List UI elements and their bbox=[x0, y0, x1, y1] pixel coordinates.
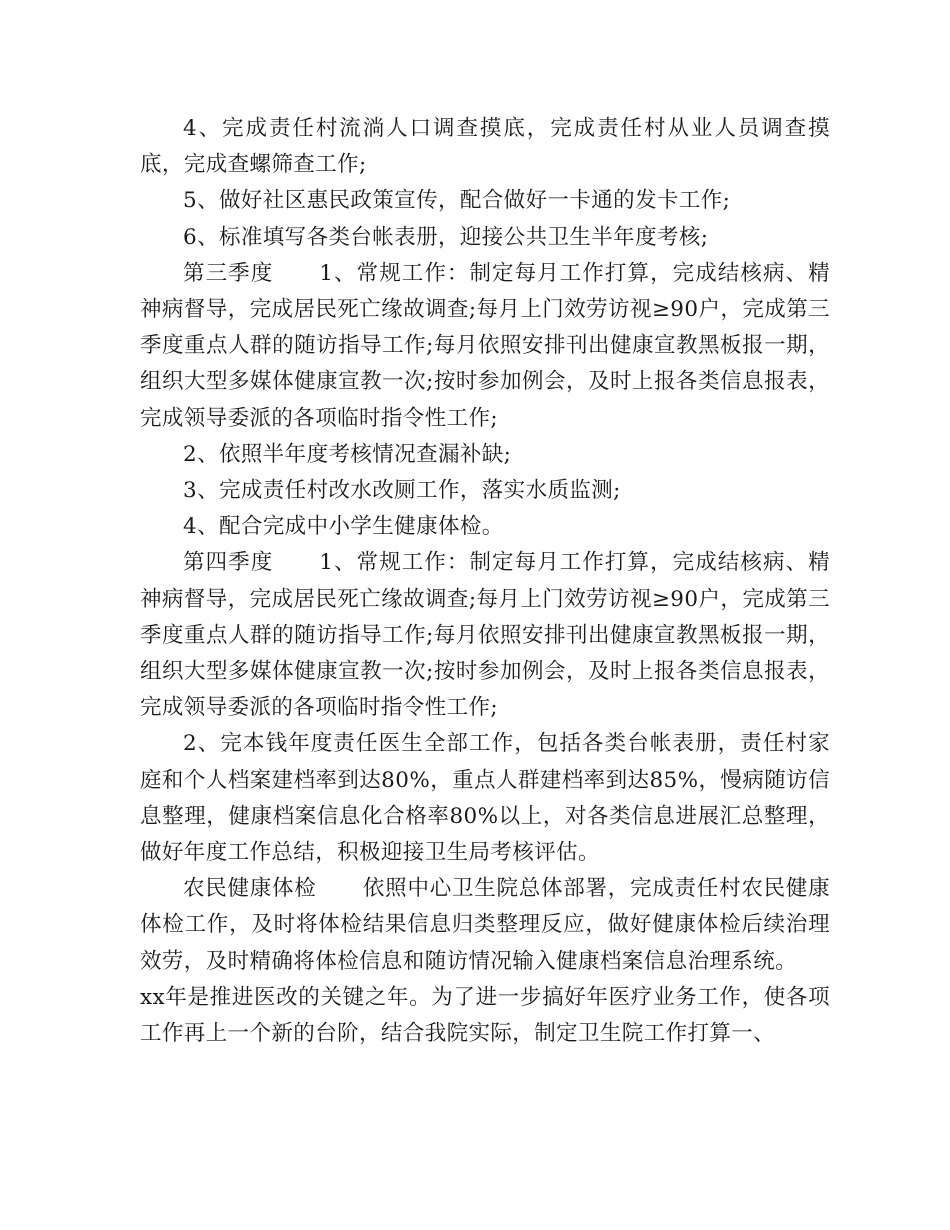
paragraph-closing bbox=[140, 980, 830, 1052]
paragraph-item-5 bbox=[140, 183, 830, 219]
section-label: 农民健康体检 bbox=[183, 876, 317, 902]
paragraph-third-4 bbox=[140, 509, 830, 545]
paragraph-text: 2、完本钱年度责任医生全部工作，包括各类台帐表册，责任村家庭和个人档案建档率到达80%，重点人群建档率到达85%，慢病随访信息整理，健康档案信息化合格率80%以上，对各类信息进展汇总整理，做好年度工作总结，积极迎接卫生局考核评估。 bbox=[140, 731, 830, 866]
paragraph-farmer-health-check bbox=[140, 871, 830, 980]
paragraph-item-4 bbox=[140, 111, 830, 183]
paragraph-text: 1、常规工作：制定每月工作打算，完成结核病、精神病督导，完成居民死亡缘故调查;每月上门效劳访视≥90户，完成第三季度重点人群的随访指导工作;每月依照安排刊出健康宣教黑板报一期，组织大型多媒体健康宣教一次;按时参加例会，及时上报各类信息报表，完成领导委派的各项临时指令性工作; bbox=[140, 550, 830, 721]
paragraph-text: 4、配合完成中小学生健康体检。 bbox=[183, 514, 504, 540]
paragraph-text: 2、依照半年度考核情况查漏补缺; bbox=[183, 441, 512, 467]
paragraph-fourth-2 bbox=[140, 726, 830, 871]
paragraph-item-6 bbox=[140, 220, 830, 256]
paragraph-third-3 bbox=[140, 473, 830, 509]
document-body bbox=[140, 111, 830, 1052]
paragraph-text: 3、完成责任村改水改厕工作，落实水质监测; bbox=[183, 478, 621, 504]
section-label: 第三季度 bbox=[183, 260, 274, 286]
paragraph-text: 6、标准填写各类台帐表册，迎接公共卫生半年度考核; bbox=[183, 224, 709, 250]
paragraph-text: 依照中心卫生院总体部署，完成责任村农民健康体检工作，及时将体检结果信息归类整理反应，做好健康体检后续治理效劳，及时精确将体检信息和随访情况输入健康档案信息治理系统。 bbox=[140, 876, 830, 974]
paragraph-text: 5、做好社区惠民政策宣传，配合做好一卡通的发卡工作; bbox=[183, 188, 731, 214]
paragraph-fourth-quarter bbox=[140, 545, 830, 726]
paragraph-text: xx年是推进医改的关键之年。为了进一步搞好年医疗业务工作，使各项工作再上一个新的台阶，结合我院实际，制定卫生院工作打算一、 bbox=[140, 984, 830, 1047]
paragraph-text: 1、常规工作：制定每月工作打算，完成结核病、精神病督导，完成居民死亡缘故调查;每月上门效劳访视≥90户，完成第三季度重点人群的随访指导工作;每月依照安排刊出健康宣教黑板报一期，组织大型多媒体健康宣教一次;按时参加例会，及时上报各类信息报表，完成领导委派的各项临时指令性工作; bbox=[140, 260, 830, 431]
paragraph-text: 4、完成责任村流淌人口调查摸底，完成责任村从业人员调查摸底，完成查螺筛查工作; bbox=[140, 116, 830, 178]
paragraph-third-2 bbox=[140, 437, 830, 473]
section-label: 第四季度 bbox=[183, 550, 274, 576]
paragraph-third-quarter bbox=[140, 256, 830, 437]
